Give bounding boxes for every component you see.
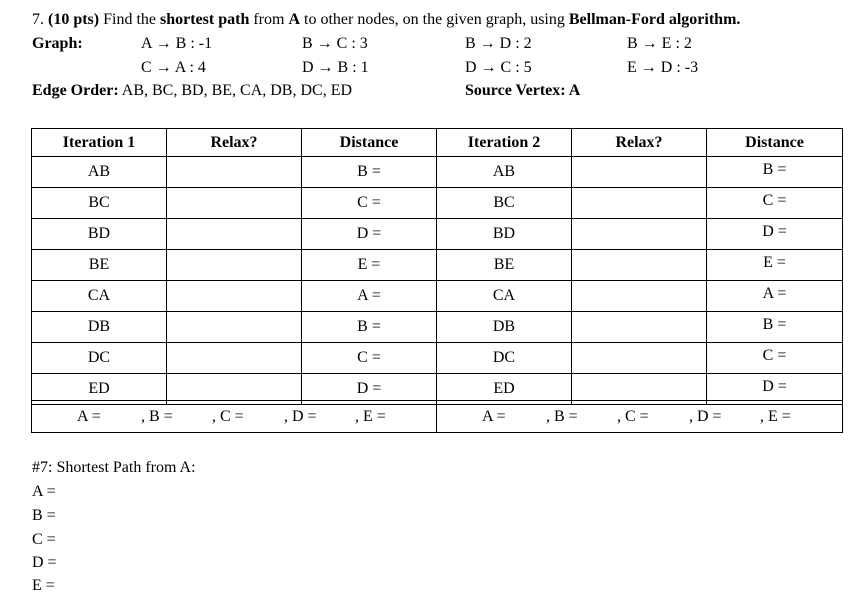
iter1-relax-cell xyxy=(166,156,302,188)
edge-order xyxy=(32,82,352,100)
iter2-edge-cell: BC xyxy=(436,187,572,219)
answer-line-b: B = xyxy=(32,507,56,524)
iter2-distance-cell: C = xyxy=(706,187,843,219)
graph-edge: A → B : -1 xyxy=(141,35,213,52)
iter1-relax-cell xyxy=(166,249,302,281)
iter2-relax-cell xyxy=(571,156,707,188)
iter2-relax-cell xyxy=(571,311,707,343)
iter2-edge-cell: ED xyxy=(436,373,572,405)
iter2-distance-cell: B = xyxy=(706,156,843,188)
iter2-relax-cell xyxy=(571,187,707,219)
header-iteration-1: Iteration 1 xyxy=(31,128,167,157)
answer-line-c: C = xyxy=(32,531,56,548)
iter2-distance-cell: D = xyxy=(706,218,843,250)
iter2-relax-cell xyxy=(571,218,707,250)
summary-value: , B = xyxy=(546,408,578,425)
iter1-edge-cell: CA xyxy=(31,280,167,312)
iter1-distance-cell: E = xyxy=(301,249,437,281)
iter1-distance-cell: B = xyxy=(301,156,437,188)
bellman-ford-table xyxy=(32,129,843,434)
iter1-relax-cell xyxy=(166,342,302,374)
summary-value: , C = xyxy=(617,408,649,425)
summary-value: , B = xyxy=(141,408,173,425)
iter1-edge-cell: DC xyxy=(31,342,167,374)
iter2-edge-cell: BD xyxy=(436,218,572,250)
iter1-relax-cell xyxy=(166,311,302,343)
answer-line-e: E = xyxy=(32,577,55,594)
iter2-edge-cell: DB xyxy=(436,311,572,343)
iter2-relax-cell xyxy=(571,342,707,374)
iter1-relax-cell xyxy=(166,280,302,312)
iter1-edge-cell: ED xyxy=(31,373,167,405)
iter1-distance-cell: D = xyxy=(301,218,437,250)
iter2-distance-cell: C = xyxy=(706,342,843,374)
source-vertex: Source Vertex: A xyxy=(465,82,581,99)
iter1-edge-cell: BC xyxy=(31,187,167,219)
graph-edge: D → C : 5 xyxy=(465,59,532,76)
header-relax-1: Relax? xyxy=(166,128,302,157)
iter2-edge-cell: AB xyxy=(436,156,572,188)
graph-edge: E → D : -3 xyxy=(627,59,699,76)
iter1-relax-cell xyxy=(166,187,302,219)
graph-edge: B → C : 3 xyxy=(302,35,368,52)
iter1-relax-cell xyxy=(166,218,302,250)
iter2-edge-cell: BE xyxy=(436,249,572,281)
question-bold-b: A xyxy=(288,11,301,28)
answer-title: #7: Shortest Path from A: xyxy=(32,459,196,476)
iter2-distance-cell: D = xyxy=(706,373,843,405)
summary-value: A = xyxy=(482,408,506,425)
summary-value: , C = xyxy=(212,408,244,425)
iter2-distance-cell: E = xyxy=(706,249,843,281)
answer-line-a: A = xyxy=(32,483,56,500)
summary-value: , E = xyxy=(760,408,791,425)
iter2-distance-cell: B = xyxy=(706,311,843,343)
edge-order-value: AB, BC, BD, BE, CA, DB, DC, ED xyxy=(121,82,353,99)
graph-edge: B → E : 2 xyxy=(627,35,692,52)
iter1-distance-cell: C = xyxy=(301,187,437,219)
question-text-c: to other nodes, on the given graph, using xyxy=(304,11,565,28)
header-distance-1: Distance xyxy=(301,128,437,157)
summary-value: , D = xyxy=(689,408,722,425)
answer-line-d: D = xyxy=(32,554,57,571)
iter1-edge-cell: DB xyxy=(31,311,167,343)
graph-edge: B → D : 2 xyxy=(465,35,532,52)
graph-label: Graph: xyxy=(32,35,83,52)
header-distance-2: Distance xyxy=(706,128,843,157)
edge-order-label: Edge Order: xyxy=(32,82,119,99)
iter2-distance-cell: A = xyxy=(706,280,843,312)
iter2-edge-cell: CA xyxy=(436,280,572,312)
question-points: (10 pts) xyxy=(48,11,100,28)
iter2-relax-cell xyxy=(571,280,707,312)
header-iteration-2: Iteration 2 xyxy=(436,128,572,157)
question-bold-a: shortest path xyxy=(160,11,250,28)
question-text xyxy=(32,11,740,29)
iter1-edge-cell: BE xyxy=(31,249,167,281)
iter1-distance-cell: B = xyxy=(301,311,437,343)
header-relax-2: Relax? xyxy=(571,128,707,157)
iter1-distance-cell: C = xyxy=(301,342,437,374)
question-text-a: Find the xyxy=(103,11,156,28)
iter1-distance-cell: D = xyxy=(301,373,437,405)
summary-value: , E = xyxy=(355,408,386,425)
summary-value: , D = xyxy=(284,408,317,425)
summary-value: A = xyxy=(77,408,101,425)
iter1-edge-cell: AB xyxy=(31,156,167,188)
iter1-edge-cell: BD xyxy=(31,218,167,250)
graph-edge: D → B : 1 xyxy=(302,59,369,76)
graph-edge: C → A : 4 xyxy=(141,59,206,76)
iter1-distance-cell: A = xyxy=(301,280,437,312)
question-number: 7. xyxy=(32,11,44,28)
question-bold-c: Bellman-Ford algorithm. xyxy=(568,11,741,28)
iter2-relax-cell xyxy=(571,249,707,281)
iter2-edge-cell: DC xyxy=(436,342,572,374)
question-text-b: from xyxy=(253,11,285,28)
